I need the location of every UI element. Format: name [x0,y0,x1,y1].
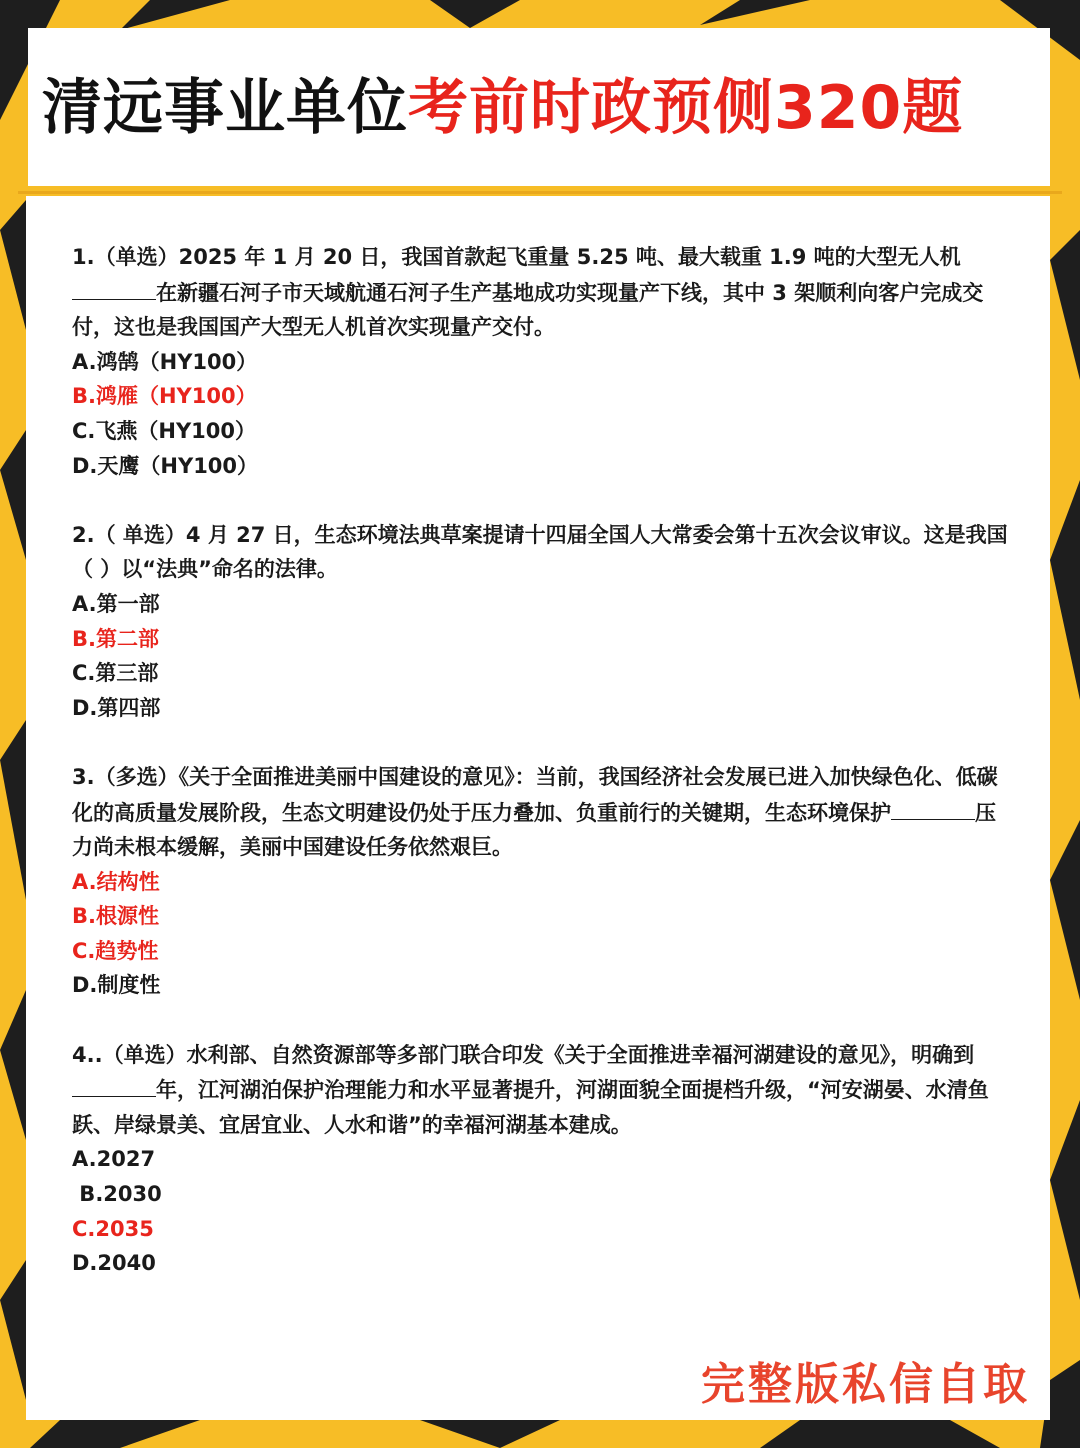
option-d: D.第四部 [72,695,161,720]
question-4 [72,1038,1012,1281]
option-a-correct: A.结构性 [72,869,160,894]
question-stem [72,1038,1012,1143]
option-b-correct: B.鸿雁（HY100） [72,384,257,409]
title-card [28,28,1050,186]
page-title [42,68,963,148]
question-stem [72,518,1012,587]
option-d: D.制度性 [72,973,161,998]
question-stem-text: 在新疆石河子市天域航通石河子生产基地成功实现量产下线，其中 3 架顺利向客户完成交付，这也是我国国产大型无人机首次实现量产交付。 [72,280,984,340]
option-a: A.第一部 [72,591,160,616]
header-divider [18,191,1062,194]
question-3 [72,760,1012,1003]
question-2 [72,518,1012,726]
question-stem [72,240,1012,345]
option-c-correct: C.2035 [72,1216,154,1241]
option-d: D.天鹰（HY100） [72,453,259,478]
question-stem-text: 3.（多选）《关于全面推进美丽中国建设的意见》：当前，我国经济社会发展已进入加快绿色化、低碳化的高质量发展阶段，生态文明建设仍处于压力叠加、负重前行的关键期，生态环境保护 [72,764,998,825]
option-a: A.2027 [72,1147,156,1172]
answer-blank [72,1072,156,1097]
footer-note: 完整版私信自取 [701,1359,1030,1410]
option-c-correct: C.趋势性 [72,938,159,963]
option-c: C.第三部 [72,661,159,686]
question-list [72,240,1012,1315]
question-stem-text: 压力尚未根本缓解，美丽中国建设任务依然艰巨。 [72,800,996,860]
option-b: B.2030 [72,1182,162,1207]
title-part-red: 考前时政预侧320题 [408,73,964,143]
option-d: D.2040 [72,1251,156,1276]
option-a: A.鸿鹄（HY100） [72,349,258,374]
question-1 [72,240,1012,483]
option-b-correct: B.第二部 [72,626,159,651]
title-part-black: 清远事业单位 [42,73,408,143]
option-b-correct: B.根源性 [72,904,159,929]
question-stem-text: 年，江河湖泊保护治理能力和水平显著提升，河湖面貌全面提档升级，“河安湖晏、水清鱼跃、岸绿景美、宜居宜业、人水和谐”的幸福河湖基本建成。 [72,1078,989,1137]
question-stem-text: 1.（单选）2025 年 1 月 20 日，我国首款起飞重量 5.25 吨、最大载重 1.9 吨的大型无人机 [72,245,961,269]
question-stem-text: 4..（单选）水利部、自然资源部等多部门联合印发《关于全面推进幸福河湖建设的意见》，明确到 [72,1042,975,1067]
option-c: C.飞燕（HY100） [72,418,257,443]
question-stem-text: 2.（ 单选）4 月 27 日，生态环境法典草案提请十四届全国人大常委会第十五次会议审议。这是我国（ ）以“法典”命名的法律。 [72,522,1008,582]
answer-blank [72,275,156,300]
question-stem [72,760,1012,865]
content-card [26,196,1050,1420]
answer-blank [891,795,975,820]
